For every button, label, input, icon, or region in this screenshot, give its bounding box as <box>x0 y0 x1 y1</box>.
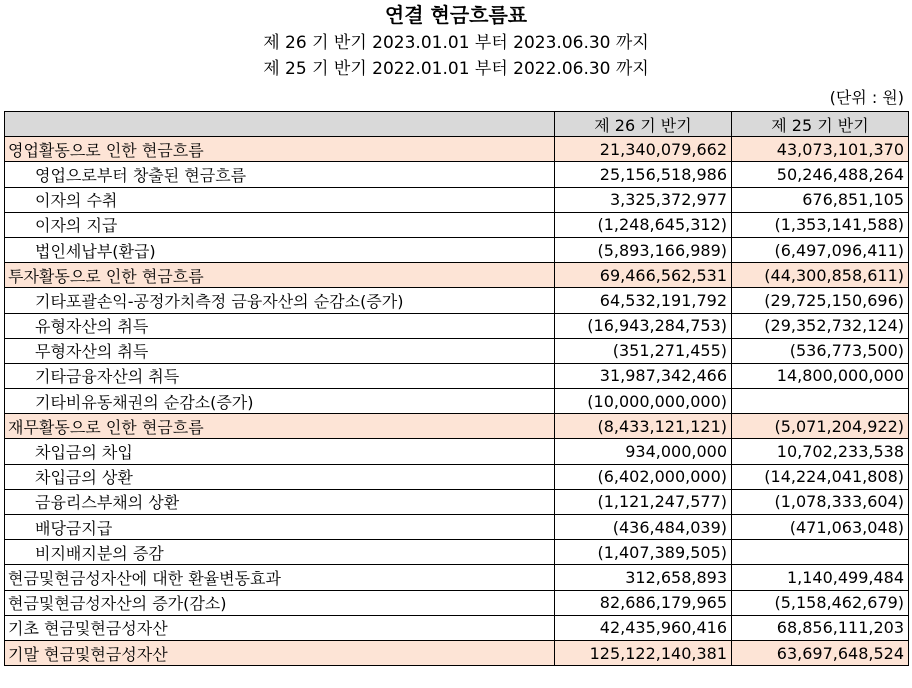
row-label: 배당금지급 <box>5 515 555 540</box>
row-label: 법인세납부(환급) <box>5 237 555 262</box>
table-row <box>5 288 909 313</box>
row-label: 영업활동으로 인한 현금흐름 <box>5 137 555 162</box>
row-label: 현금및현금성자산에 대한 환율변동효과 <box>5 565 555 590</box>
row-label: 금융리스부채의 상환 <box>5 489 555 514</box>
table-row <box>5 187 909 212</box>
prior-period-value: (29,725,150,696) <box>732 288 909 313</box>
table-row <box>5 439 909 464</box>
row-label: 유형자산의 취득 <box>5 313 555 338</box>
table-body <box>5 137 909 666</box>
row-label: 기타금융자산의 취득 <box>5 363 555 388</box>
row-label: 기말 현금및현금성자산 <box>5 640 555 665</box>
row-label: 영업으로부터 창출된 현금흐름 <box>5 162 555 187</box>
prior-period-value <box>732 389 909 414</box>
statement-title: 연결 현금흐름표 <box>384 3 528 27</box>
current-period-value: (5,893,166,989) <box>555 237 732 262</box>
current-period-value: (6,402,000,000) <box>555 464 732 489</box>
current-period-value: 21,340,079,662 <box>555 137 732 162</box>
prior-period-value: (5,071,204,922) <box>732 414 909 439</box>
current-period-value: 64,532,191,792 <box>555 288 732 313</box>
current-period-value: 25,156,518,986 <box>555 162 732 187</box>
current-period-value: 125,122,140,381 <box>555 640 732 665</box>
current-period-value: (436,484,039) <box>555 515 732 540</box>
prior-period-value: (471,063,048) <box>732 515 909 540</box>
table-row <box>5 363 909 388</box>
prior-period-value: 50,246,488,264 <box>732 162 909 187</box>
table-row <box>5 565 909 590</box>
current-period-value: 312,658,893 <box>555 565 732 590</box>
prior-period-value: (44,300,858,611) <box>732 263 909 288</box>
prior-period-value: 14,800,000,000 <box>732 363 909 388</box>
table-row <box>5 137 909 162</box>
row-label: 이자의 지급 <box>5 212 555 237</box>
row-label: 기타포괄손익-공정가치측정 금융자산의 순감소(증가) <box>5 288 555 313</box>
current-period-value: (16,943,284,753) <box>555 313 732 338</box>
current-period-value: (1,407,389,505) <box>555 540 732 565</box>
prior-period-value: 63,697,648,524 <box>732 640 909 665</box>
table-header-row <box>5 112 909 137</box>
prior-period-value: 676,851,105 <box>732 187 909 212</box>
prior-period-value: (6,497,096,411) <box>732 237 909 262</box>
row-label: 투자활동으로 인한 현금흐름 <box>5 263 555 288</box>
row-label: 기초 현금및현금성자산 <box>5 615 555 640</box>
current-period-value: (8,433,121,121) <box>555 414 732 439</box>
table-row <box>5 489 909 514</box>
prior-period-value: (1,078,333,604) <box>732 489 909 514</box>
table-row <box>5 237 909 262</box>
prior-period-value: (29,352,732,124) <box>732 313 909 338</box>
prior-period-value: (1,353,141,588) <box>732 212 909 237</box>
prior-period-value: 68,856,111,203 <box>732 615 909 640</box>
row-label: 이자의 수취 <box>5 187 555 212</box>
table-row <box>5 414 909 439</box>
current-period-value: (1,248,645,312) <box>555 212 732 237</box>
table-row <box>5 515 909 540</box>
table-row <box>5 389 909 414</box>
cash-flow-table <box>4 111 909 666</box>
current-period-value: 82,686,179,965 <box>555 590 732 615</box>
table-row <box>5 464 909 489</box>
current-period-value: 31,987,342,466 <box>555 363 732 388</box>
row-label: 현금및현금성자산의 증가(감소) <box>5 590 555 615</box>
current-period-value: 42,435,960,416 <box>555 615 732 640</box>
table-row <box>5 590 909 615</box>
row-label: 기타비유동채권의 순감소(증가) <box>5 389 555 414</box>
row-label: 무형자산의 취득 <box>5 338 555 363</box>
current-period-value: (351,271,455) <box>555 338 732 363</box>
current-period-value: (1,121,247,577) <box>555 489 732 514</box>
prior-period-value: (5,158,462,679) <box>732 590 909 615</box>
current-period-value: (10,000,000,000) <box>555 389 732 414</box>
prior-period-value: 1,140,499,484 <box>732 565 909 590</box>
period-prior: 제 25 기 반기 2022.01.01 부터 2022.06.30 까지 <box>263 59 649 79</box>
table-row <box>5 212 909 237</box>
prior-period-value: (536,773,500) <box>732 338 909 363</box>
table-row <box>5 162 909 187</box>
header-prior-period: 제 25 기 반기 <box>732 112 909 137</box>
row-label: 비지배지분의 증감 <box>5 540 555 565</box>
period-current: 제 26 기 반기 2023.01.01 부터 2023.06.30 까지 <box>263 33 649 53</box>
row-label: 재무활동으로 인한 현금흐름 <box>5 414 555 439</box>
header-label-cell <box>5 112 555 137</box>
table-row <box>5 263 909 288</box>
prior-period-value: (14,224,041,808) <box>732 464 909 489</box>
row-label: 차입금의 차입 <box>5 439 555 464</box>
prior-period-value: 43,073,101,370 <box>732 137 909 162</box>
prior-period-value <box>732 540 909 565</box>
row-label: 차입금의 상환 <box>5 464 555 489</box>
header-current-period: 제 26 기 반기 <box>555 112 732 137</box>
table-row <box>5 540 909 565</box>
table-row <box>5 615 909 640</box>
unit-label: (단위 : 원) <box>829 88 904 107</box>
table-row <box>5 313 909 338</box>
prior-period-value: 10,702,233,538 <box>732 439 909 464</box>
current-period-value: 3,325,372,977 <box>555 187 732 212</box>
table-row <box>5 338 909 363</box>
current-period-value: 69,466,562,531 <box>555 263 732 288</box>
current-period-value: 934,000,000 <box>555 439 732 464</box>
table-row <box>5 640 909 665</box>
